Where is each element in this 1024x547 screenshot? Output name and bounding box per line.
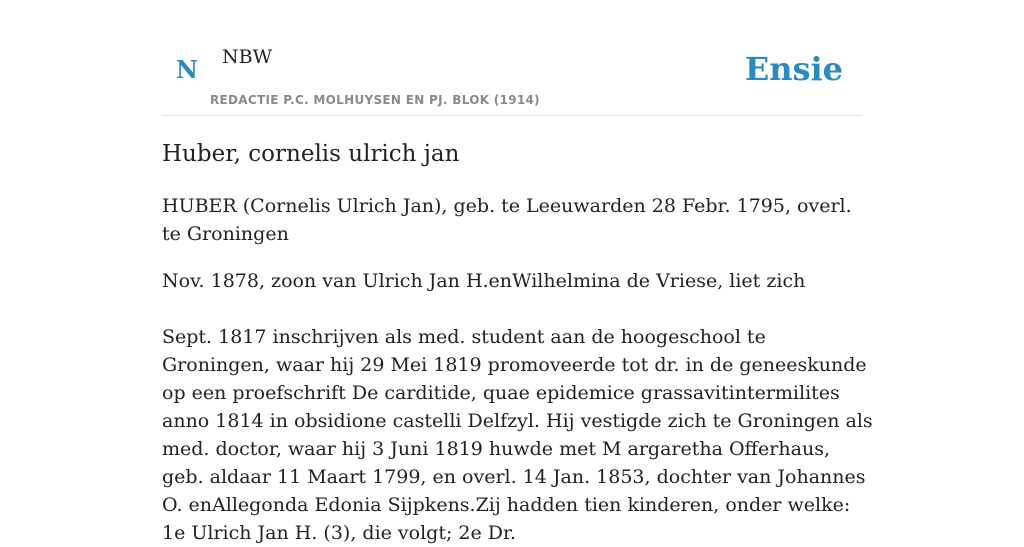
header — [162, 40, 862, 116]
article-paragraph: Nov. 1878, zoon van Ulrich Jan H.enWilhelmina de Vriese, liet zich — [162, 270, 806, 292]
source-logo[interactable]: N — [176, 55, 198, 84]
article-paragraph: Sept. 1817 inschrijven als med. student aan de hoogeschool te Groningen, waar hij 29 Mei 1819 promoveerde tot dr. in de geneeskunde op een proefschrift De carditide, quae epidemice grassavitintermilites anno 1814 in obsidione castelli Delfzyl. Hij vestigde zich te Groningen als med. doctor, waar hij 3 Juni 1819 huwde met M argaretha Offerhaus, geb. aldaar 11 Maart 1799, en overl. 14 Jan. 1853, dochter van Johannes O. enAllegonda Edonia Sijpkens.Zij hadden tien kinderen, onder welke: 1e Ulrich Jan H. (3), die volgt; 2e Dr. — [162, 326, 873, 544]
source-name[interactable]: NBW — [222, 46, 273, 68]
article-paragraph: HUBER (Cornelis Ulrich Jan), geb. te Leeuwarden 28 Febr. 1795, overl. te Groningen — [162, 195, 852, 245]
brand-logo[interactable]: Ensie — [744, 50, 843, 88]
article-title: Huber, cornelis ulrich jan — [162, 141, 460, 167]
source-subtitle: REDACTIE P.C. MOLHUYSEN EN PJ. BLOK (1914) — [210, 93, 540, 107]
